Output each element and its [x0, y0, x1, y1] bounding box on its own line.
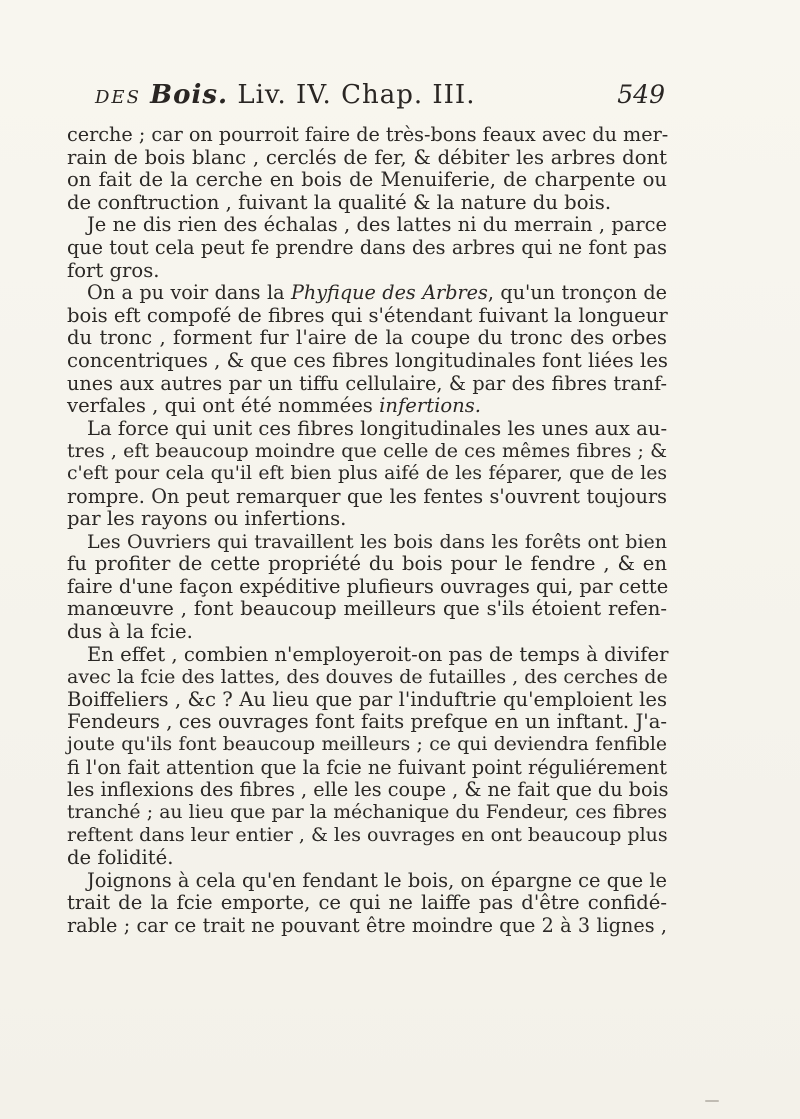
text-line: manœuvre , font beaucoup meilleurs que s'ils étoient refen-	[67, 597, 667, 621]
text-line: Les Ouvriers qui travaillent les bois dans les forêts ont bien	[87, 530, 667, 553]
text-segment: On a pu voir dans la	[87, 281, 291, 305]
text-line: rain de bois blanc , cerclés de fer, & débiter les arbres dont	[67, 145, 667, 169]
body-text	[67, 124, 667, 937]
text-line: unes aux autres par un tiffu cellulaire, & par des fibres tranf-	[67, 371, 667, 395]
text-line: c'eft pour cela qu'il eft bien plus aifé de les féparer, que de les	[67, 462, 667, 484]
text-line: du tronc , forment fur l'aire de la coupe du tronc des orbes	[67, 326, 667, 350]
running-head-bois: Bois.	[150, 80, 229, 110]
running-head-des: DES	[95, 87, 141, 108]
text-line: cerche ; car on pourroit faire de très-bons feaux avec du mer-	[67, 123, 669, 146]
running-head-title	[95, 80, 475, 110]
text-line: on fait de la cerche en bois de Menuiferie, de charpente ou	[67, 168, 667, 192]
running-head	[95, 78, 665, 114]
text-line	[67, 395, 667, 418]
text-line: dus à la fcie.	[67, 620, 193, 644]
paper-speck	[705, 1100, 719, 1102]
text-line: de folidité.	[67, 846, 174, 869]
text-line: reftent dans leur entier , & les ouvrages en ont beaucoup plus	[67, 824, 668, 847]
text-line: bois eft compofé de fibres qui s'étendant fuivant la longueur	[67, 303, 668, 327]
text-line: concentriques , & que ces fibres longitudinales font liées les	[67, 348, 668, 372]
text-line: Joignons à cela qu'en fendant le bois, on épargne ce que le	[87, 868, 667, 892]
text-line: joute qu'ils font beaucoup meilleurs ; ce qui deviendra fenfible	[67, 734, 667, 756]
text-line: les inflexions des fibres , elle les coupe , & ne fait que du bois	[67, 778, 669, 802]
text-line: par les rayons ou infertions.	[67, 507, 347, 531]
italic-title: Phyfique des Arbres	[290, 281, 488, 305]
text-line: de conftruction , fuivant la qualité & la nature du bois.	[67, 190, 612, 214]
text-line: Fendeurs , ces ouvrages font faits prefque en un inftant. J'a-	[67, 710, 667, 734]
text-line: rompre. On peut remarquer que les fentes s'ouvrent toujours	[67, 484, 667, 508]
text-segment: , qu'un tronçon de	[487, 281, 667, 305]
text-line: tres , eft beaucoup moindre que celle de ces mêmes fibres ; &	[67, 440, 667, 463]
page-number: 549	[617, 80, 665, 109]
running-head-chapter: Chap. III.	[341, 80, 476, 110]
text-line	[67, 282, 667, 305]
text-line: fu profiter de cette propriété du bois pour le fendre , & en	[67, 552, 667, 576]
text-line: fi l'on fait attention que la fcie ne fuivant point réguliérement	[67, 755, 667, 779]
text-line: trait de la fcie emporte, ce qui ne laiffe pas d'être confidé-	[67, 891, 667, 915]
running-head-book: Liv. IV.	[237, 80, 332, 110]
text-line: La force qui unit ces fibres longitudinales les unes aux au-	[87, 416, 668, 440]
text-segment: verfales , qui ont été nommées	[67, 394, 380, 418]
italic-title: infertions.	[379, 394, 482, 418]
text-line: En effet , combien n'employeroit-on pas de temps à divifer	[87, 642, 669, 666]
text-line: que tout cela peut fe prendre dans des arbres qui ne font pas	[67, 235, 667, 259]
text-line: rable ; car ce trait ne pouvant être moindre que 2 à 3 lignes ,	[67, 913, 667, 937]
text-line: faire d'une façon expéditive plufieurs ouvrages qui, par cette	[67, 574, 669, 598]
text-line: avec la fcie des lattes, des douves de futailles , des cerches de	[67, 666, 668, 689]
text-line: Je ne dis rien des échalas , des lattes ni du merrain , parce	[87, 213, 667, 237]
text-line: fort gros.	[67, 258, 160, 282]
text-line: tranché ; au lieu que par la méchanique du Fendeur, ces fibres	[67, 801, 667, 823]
text-line: Boiffeliers , &c ? Au lieu que par l'induftrie qu'emploient les	[67, 687, 667, 711]
